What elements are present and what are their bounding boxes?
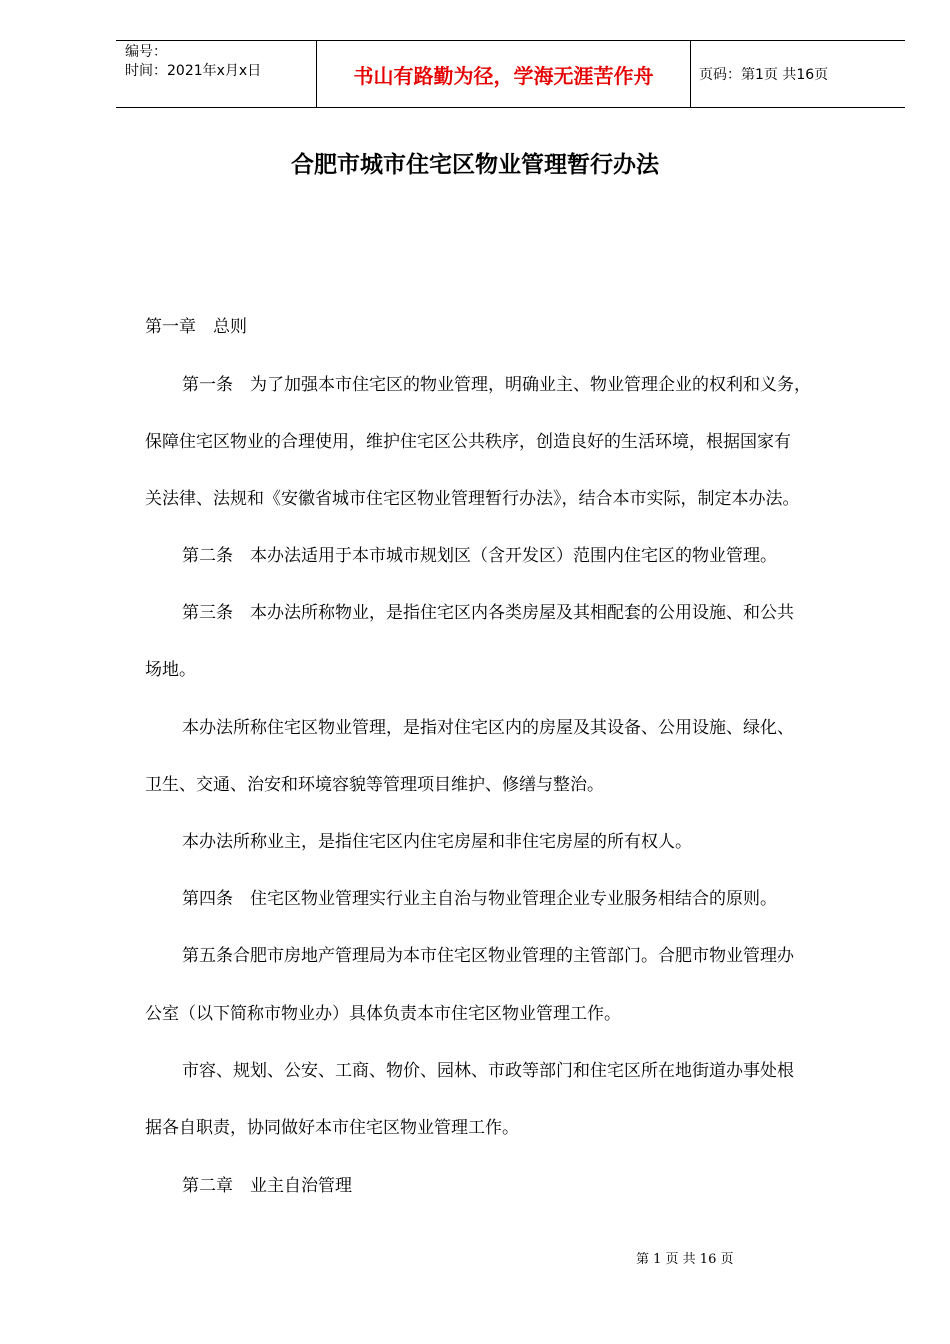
- paragraph-line: 第五条合肥市房地产管理局为本市住宅区物业管理的主管部门。合肥市物业管理办: [182, 946, 794, 966]
- paragraph-line: 第一条 为了加强本市住宅区的物业管理，明确业主、物业管理企业的权利和义务，: [182, 375, 811, 395]
- header-motto-cell: [316, 41, 691, 107]
- paragraph-line: 公室（以下简称市物业办）具体负责本市住宅区物业管理工作。: [145, 1004, 621, 1024]
- header-page-info-cell: [690, 41, 905, 107]
- paragraph-line: 市容、规划、公安、工商、物价、园林、市政等部门和住宅区所在地街道办事处根: [182, 1061, 794, 1081]
- document-header: [116, 40, 905, 108]
- serial-number-label: 编号：: [125, 44, 167, 60]
- paragraph-line: 场地。: [145, 660, 196, 680]
- paragraph-line: 第四条 住宅区物业管理实行业主自治与物业管理企业专业服务相结合的原则。: [182, 889, 777, 909]
- page-info: 页码：第1页 共16页: [699, 67, 829, 83]
- document-title: 合肥市城市住宅区物业管理暂行办法: [291, 152, 659, 178]
- paragraph-line: 第二条 本办法适用于本市城市规划区（含开发区）范围内住宅区的物业管理。: [182, 546, 777, 566]
- paragraph-line: 据各自职责，协同做好本市住宅区物业管理工作。: [145, 1118, 519, 1138]
- page-footer: 第 1 页 共 16 页: [636, 1252, 734, 1267]
- paragraph-line: 本办法所称住宅区物业管理，是指对住宅区内的房屋及其设备、公用设施、绿化、: [182, 718, 794, 738]
- paragraph-line: 本办法所称业主，是指住宅区内住宅房屋和非住宅房屋的所有权人。: [182, 832, 692, 852]
- paragraph-line: 第三条 本办法所称物业，是指住宅区内各类房屋及其相配套的公用设施、和公共: [182, 603, 794, 623]
- paragraph-line: 关法律、法规和《安徽省城市住宅区物业管理暂行办法》，结合本市实际，制定本办法。: [145, 489, 800, 509]
- header-meta: [116, 41, 316, 107]
- motto: 书山有路勤为径，学海无涯苦作舟: [353, 63, 654, 88]
- time-label: 时间：2021年x月x日: [125, 63, 262, 79]
- paragraph-line: 保障住宅区物业的合理使用，维护住宅区公共秩序，创造良好的生活环境，根据国家有: [145, 432, 791, 452]
- chapter-heading: 第二章 业主自治管理: [182, 1176, 352, 1196]
- chapter-heading: 第一章 总则: [145, 317, 247, 337]
- paragraph-line: 卫生、交通、治安和环境容貌等管理项目维护、修缮与整治。: [145, 775, 604, 795]
